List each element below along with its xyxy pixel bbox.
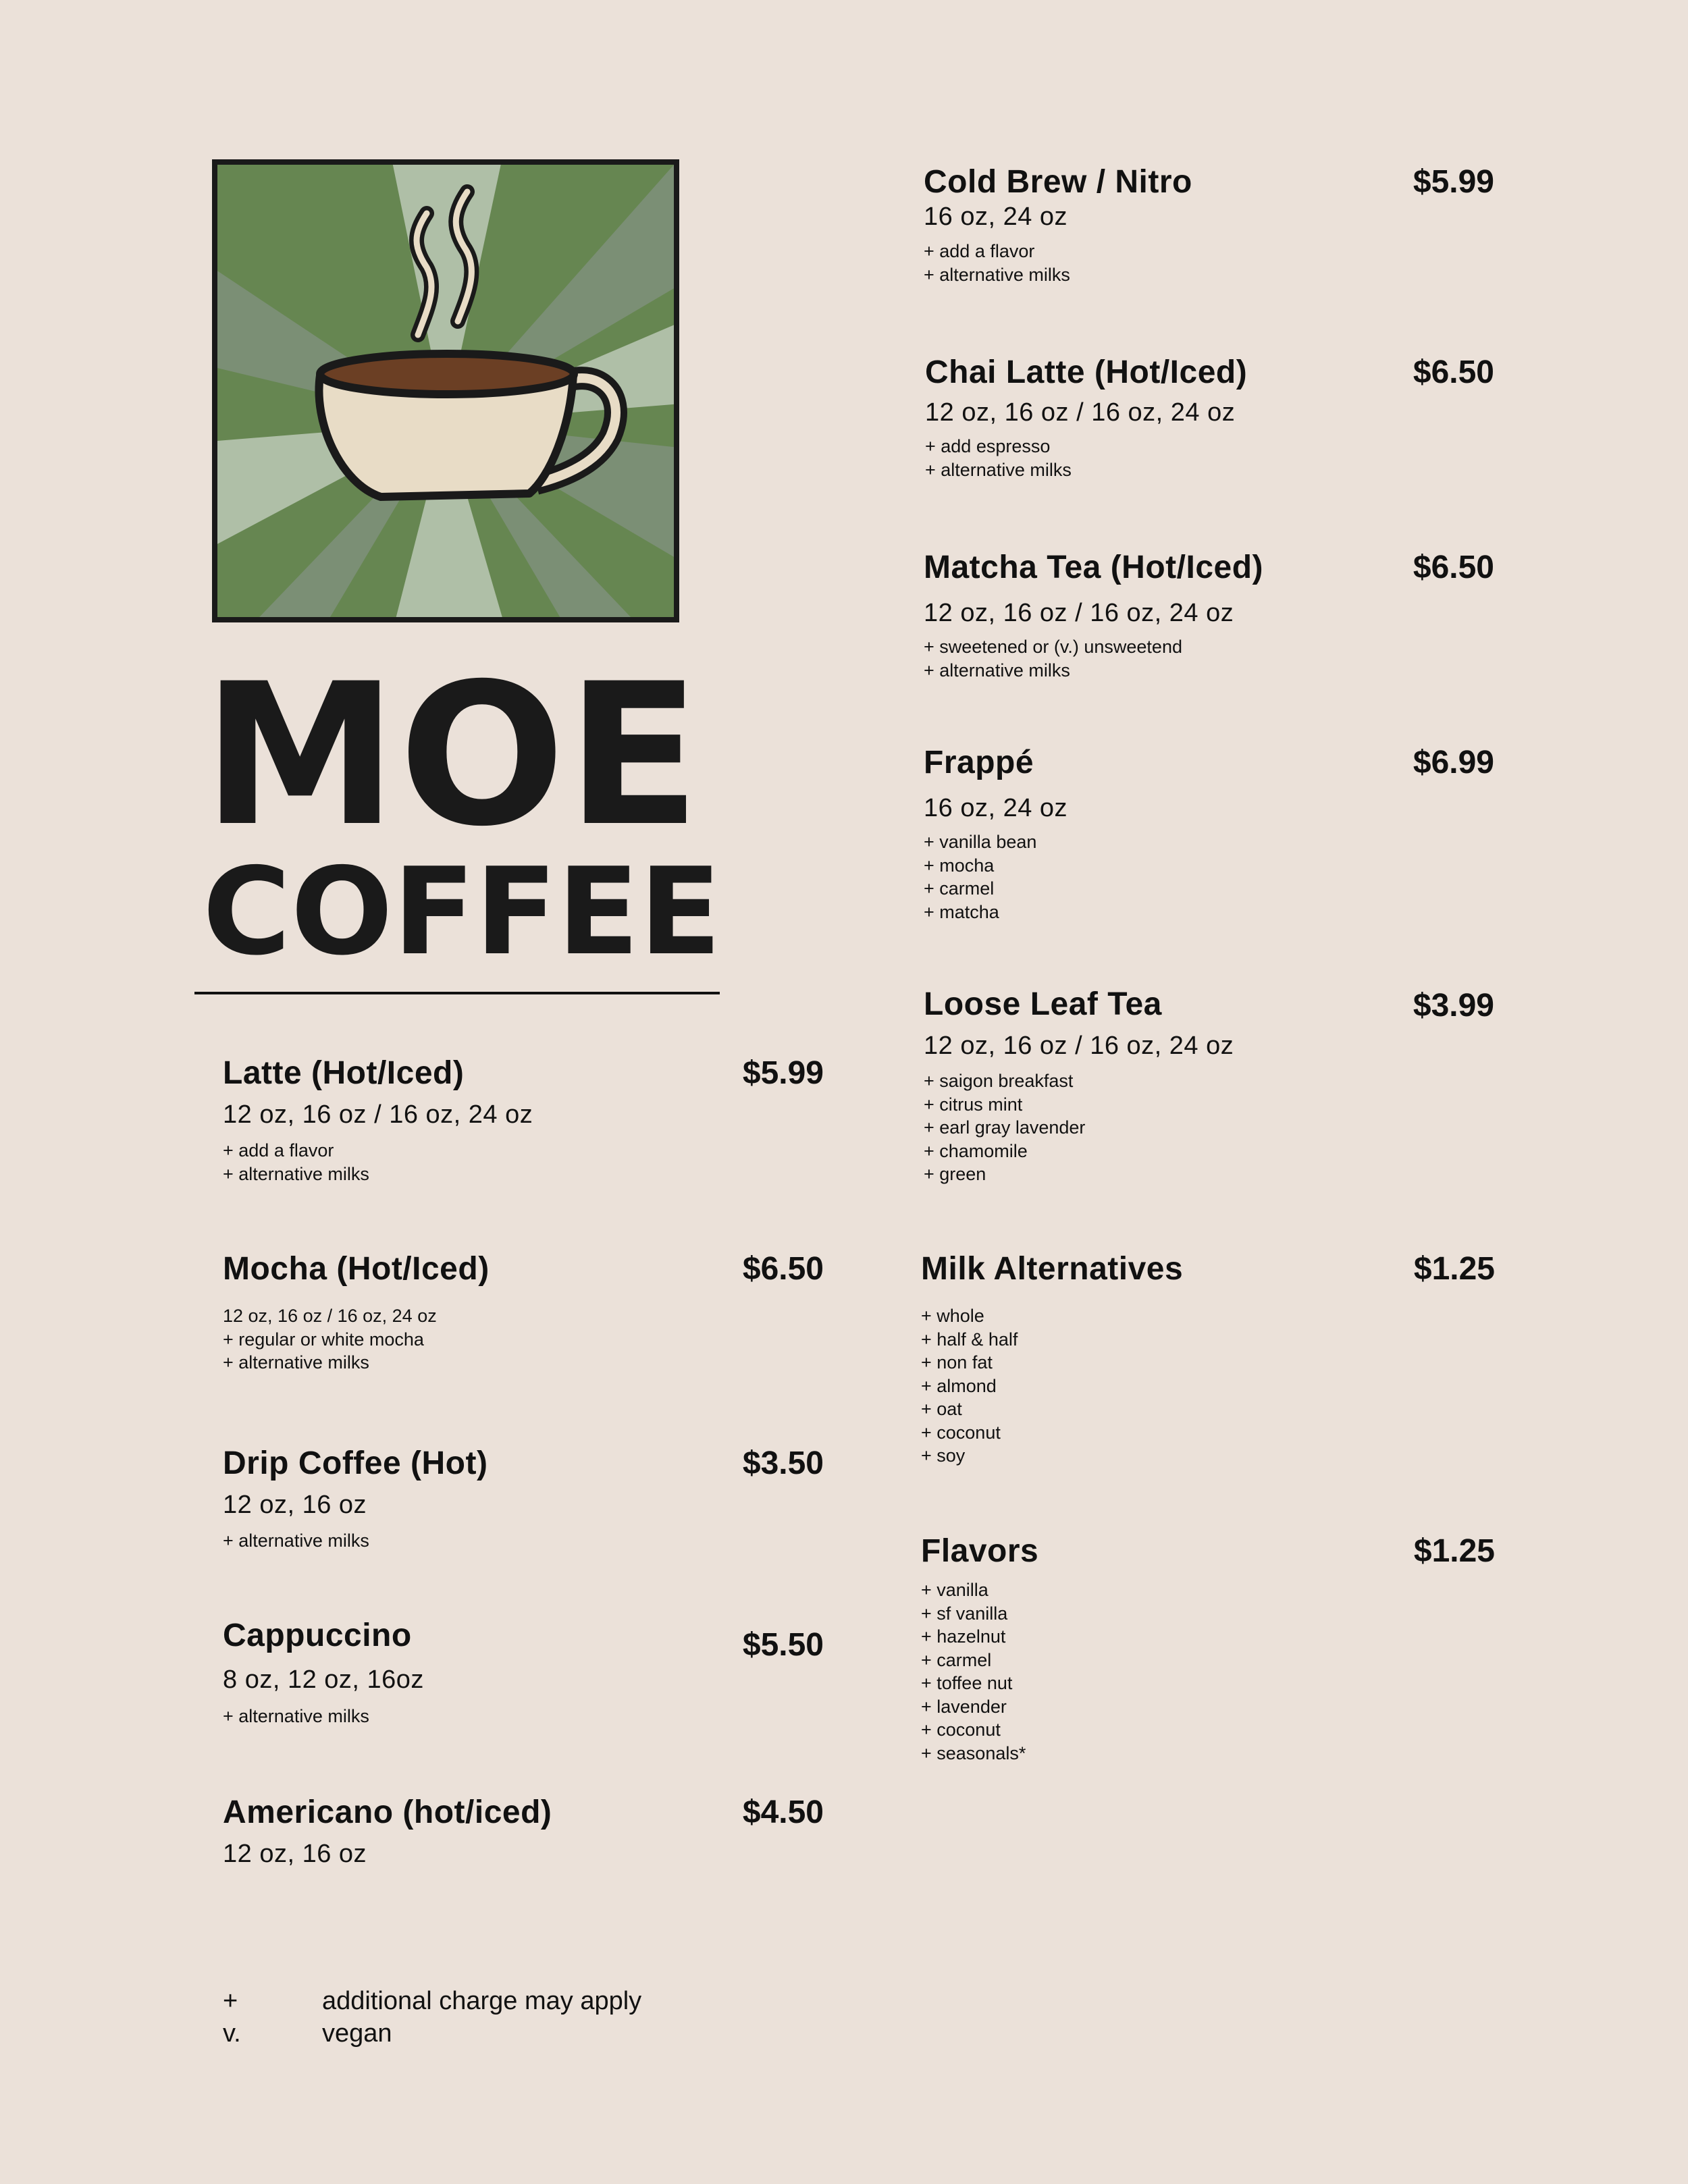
item-sizes: 12 oz, 16 oz / 16 oz, 24 oz [925, 398, 1236, 427]
item-sizes: 12 oz, 16 oz / 16 oz, 24 oz [924, 599, 1234, 627]
extra-option: 12 oz, 16 oz / 16 oz, 24 oz [223, 1306, 437, 1326]
item-name: Loose Leaf Tea [924, 986, 1162, 1022]
brand-name: MOE [203, 642, 702, 870]
extra-option: + carmel [924, 878, 995, 899]
legend-text: additional charge may apply [322, 1987, 642, 2015]
item-name: Chai Latte (Hot/Iced) [925, 354, 1248, 390]
item-price: $5.50 [742, 1627, 824, 1663]
item-sizes: 12 oz, 16 oz [223, 1840, 367, 1868]
item-price: $1.25 [1413, 1251, 1495, 1287]
extra-option: + sf vanilla [921, 1603, 1008, 1624]
extra-option: + add espresso [925, 436, 1051, 456]
extra-option: + add a flavor [223, 1140, 334, 1161]
item-sizes: 12 oz, 16 oz / 16 oz, 24 oz [223, 1100, 533, 1129]
item-extras [223, 1304, 437, 1375]
logo [212, 159, 679, 622]
extra-option: + alternative milks [223, 1706, 369, 1726]
item-name: Cold Brew / Nitro [924, 164, 1192, 200]
item-extras [924, 1069, 1085, 1186]
brand-subtitle: COFFEE [203, 842, 722, 982]
item-name: Frappé [924, 745, 1034, 780]
item-sizes: 12 oz, 16 oz / 16 oz, 24 oz [924, 1032, 1234, 1060]
extra-option: + alternative milks [924, 660, 1070, 681]
item-sizes: 8 oz, 12 oz, 16oz [223, 1666, 424, 1694]
coffee-cup-icon [212, 159, 679, 622]
extra-option: + non fat [921, 1352, 993, 1373]
item-name: Cappuccino [223, 1618, 412, 1653]
item-name: Matcha Tea (Hot/Iced) [924, 550, 1264, 585]
extra-option: + matcha [924, 901, 999, 922]
item-price: $6.50 [1413, 354, 1494, 390]
item-name: Americano (hot/iced) [223, 1794, 552, 1830]
item-price: $6.50 [742, 1251, 824, 1287]
extra-option: + alternative milks [223, 1530, 369, 1551]
item-name: Milk Alternatives [921, 1251, 1184, 1287]
extra-option: + sweetened or (v.) unsweetend [924, 637, 1182, 657]
extra-option: + alternative milks [925, 459, 1072, 480]
item-sizes: 16 oz, 24 oz [924, 794, 1068, 822]
extra-option: + chamomile [924, 1140, 1028, 1161]
extra-option: + lavender [921, 1696, 1007, 1717]
item-extras [924, 830, 1036, 924]
extra-option: + earl gray lavender [924, 1117, 1086, 1138]
item-extras [925, 435, 1072, 481]
extra-option: + coconut [921, 1422, 1001, 1443]
item-price: $3.99 [1413, 988, 1494, 1023]
extra-option: + hazelnut [921, 1626, 1006, 1647]
extra-option: + saigon breakfast [924, 1071, 1074, 1091]
extra-option: + almond [921, 1375, 997, 1396]
item-price: $5.99 [1413, 164, 1494, 200]
legend [223, 1985, 641, 2050]
item-extras [223, 1139, 369, 1186]
extra-option: + vanilla bean [924, 832, 1037, 852]
extra-option: + vanilla [921, 1580, 988, 1600]
item-extras [223, 1705, 369, 1728]
item-name: Flavors [921, 1533, 1039, 1569]
item-price: $1.25 [1413, 1533, 1495, 1569]
item-extras [921, 1578, 1026, 1765]
item-name: Drip Coffee (Hot) [223, 1445, 488, 1481]
extra-option: + half & half [921, 1329, 1018, 1350]
item-extras [223, 1529, 369, 1553]
item-price: $5.99 [742, 1055, 824, 1091]
item-extras [924, 635, 1182, 682]
extra-option: + add a flavor [924, 241, 1035, 261]
item-price: $4.50 [742, 1794, 824, 1830]
extra-option: + carmel [921, 1649, 992, 1670]
extra-option: + alternative milks [223, 1352, 369, 1373]
extra-option: + whole [921, 1306, 984, 1326]
legend-row [223, 2017, 641, 2050]
extra-option: + toffee nut [921, 1673, 1013, 1693]
extra-option: + citrus mint [924, 1094, 1023, 1115]
extra-option: + green [924, 1164, 986, 1184]
legend-text: vegan [322, 2019, 392, 2048]
extra-option: + regular or white mocha [223, 1329, 424, 1350]
item-price: $6.99 [1413, 745, 1494, 780]
extra-option: + seasonals* [921, 1742, 1026, 1763]
item-sizes: 12 oz, 16 oz [223, 1491, 367, 1519]
item-name: Latte (Hot/Iced) [223, 1055, 465, 1091]
divider [194, 992, 720, 994]
extra-option: + soy [921, 1445, 966, 1466]
extra-option: + alternative milks [924, 264, 1070, 285]
item-name: Mocha (Hot/Iced) [223, 1251, 490, 1287]
item-extras [921, 1304, 1018, 1468]
legend-row [223, 1985, 641, 2017]
item-price: $6.50 [1413, 550, 1494, 585]
item-price: $3.50 [742, 1445, 824, 1481]
extra-option: + mocha [924, 855, 995, 876]
item-extras [924, 240, 1070, 286]
extra-option: + coconut [921, 1720, 1001, 1740]
extra-option: + alternative milks [223, 1163, 369, 1184]
item-sizes: 16 oz, 24 oz [924, 203, 1068, 231]
legend-symbol: + [223, 1987, 238, 2015]
extra-option: + oat [921, 1399, 962, 1419]
legend-symbol: v. [223, 2019, 241, 2048]
